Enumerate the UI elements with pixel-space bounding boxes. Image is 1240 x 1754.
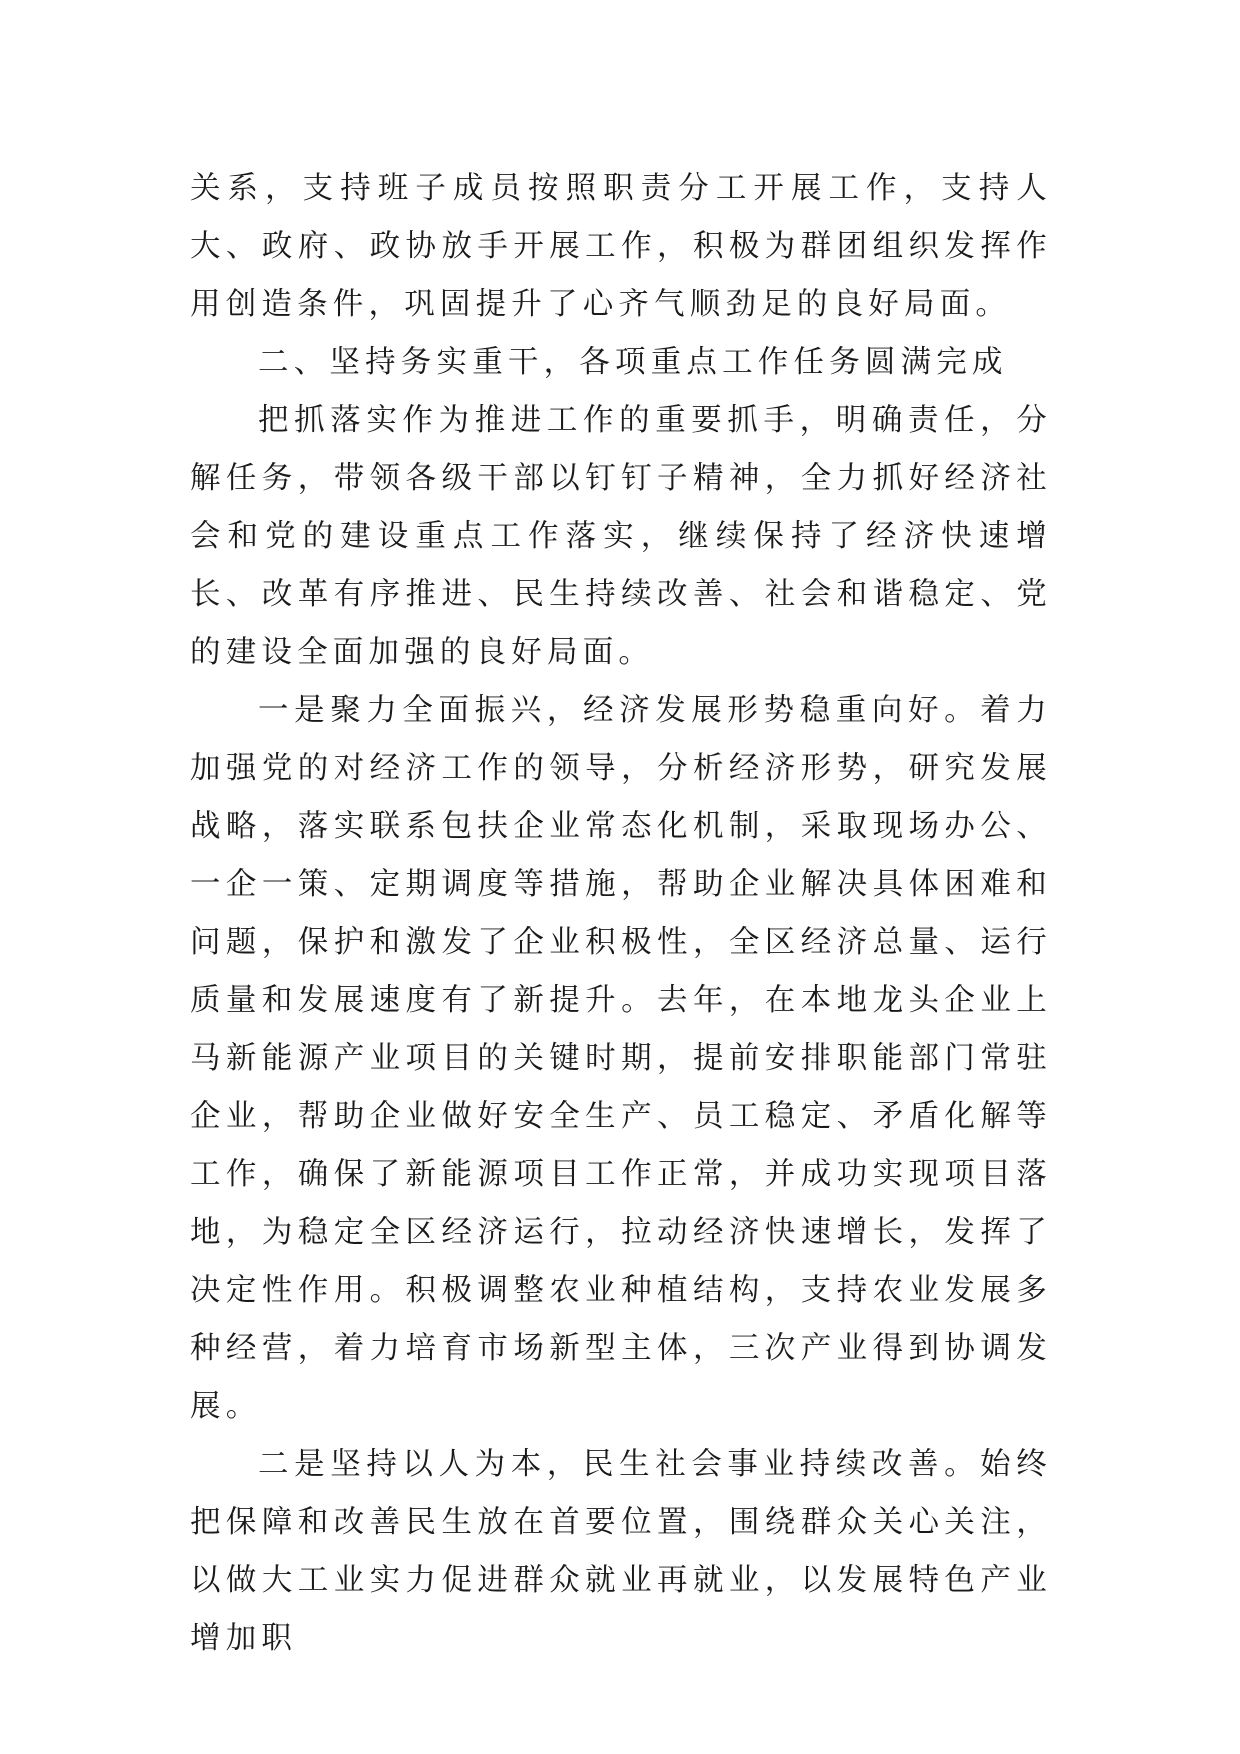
- section-heading: 二、坚持务实重干，各项重点工作任务圆满完成: [258, 345, 1008, 380]
- paragraph-continuation: 关系，支持班子成员按照职责分工开展工作，支持人大、政府、政协放手开展工作，积极为群团组织发挥作用创造条件，巩固提升了心齐气顺劲足的良好局面。: [190, 171, 1052, 322]
- paragraph-economy: 一是聚力全面振兴，经济发展形势稳重向好。着力加强党的对经济工作的领导，分析经济形势，研究发展战略，落实联系包扶企业常态化机制，采取现场办公、一企一策、定期调度等措施，帮助企业解决具体困难和问题，保护和激发了企业积极性，全区经济总量、运行质量和发展速度有了新提升。去年，在本地龙头企业上马新能源产业项目的关键时期，提前安排职能部门常驻企业，帮助企业做好安全生产、员工稳定、矛盾化解等工作，确保了新能源项目工作正常，并成功实现项目落地，为稳定全区经济运行，拉动经济快速增长，发挥了决定性作用。积极调整农业种植结构，支持农业发展多种经营，着力培育市场新型主体，三次产业得到协调发展。: [190, 693, 1052, 1424]
- paragraph-overview: 把抓落实作为推进工作的重要抓手，明确责任，分解任务，带领各级干部以钉钉子精神，全力抓好经济社会和党的建设重点工作落实，继续保持了经济快速增长、改革有序推进、民生持续改善、社会和谐稳定、党的建设全面加强的良好局面。: [190, 403, 1052, 670]
- document-body: [190, 160, 1052, 1668]
- paragraph-livelihood: 二是坚持以人为本，民生社会事业持续改善。始终把保障和改善民生放在首要位置，围绕群众关心关注，以做大工业实力促进群众就业再就业，以发展特色产业增加职: [190, 1447, 1052, 1656]
